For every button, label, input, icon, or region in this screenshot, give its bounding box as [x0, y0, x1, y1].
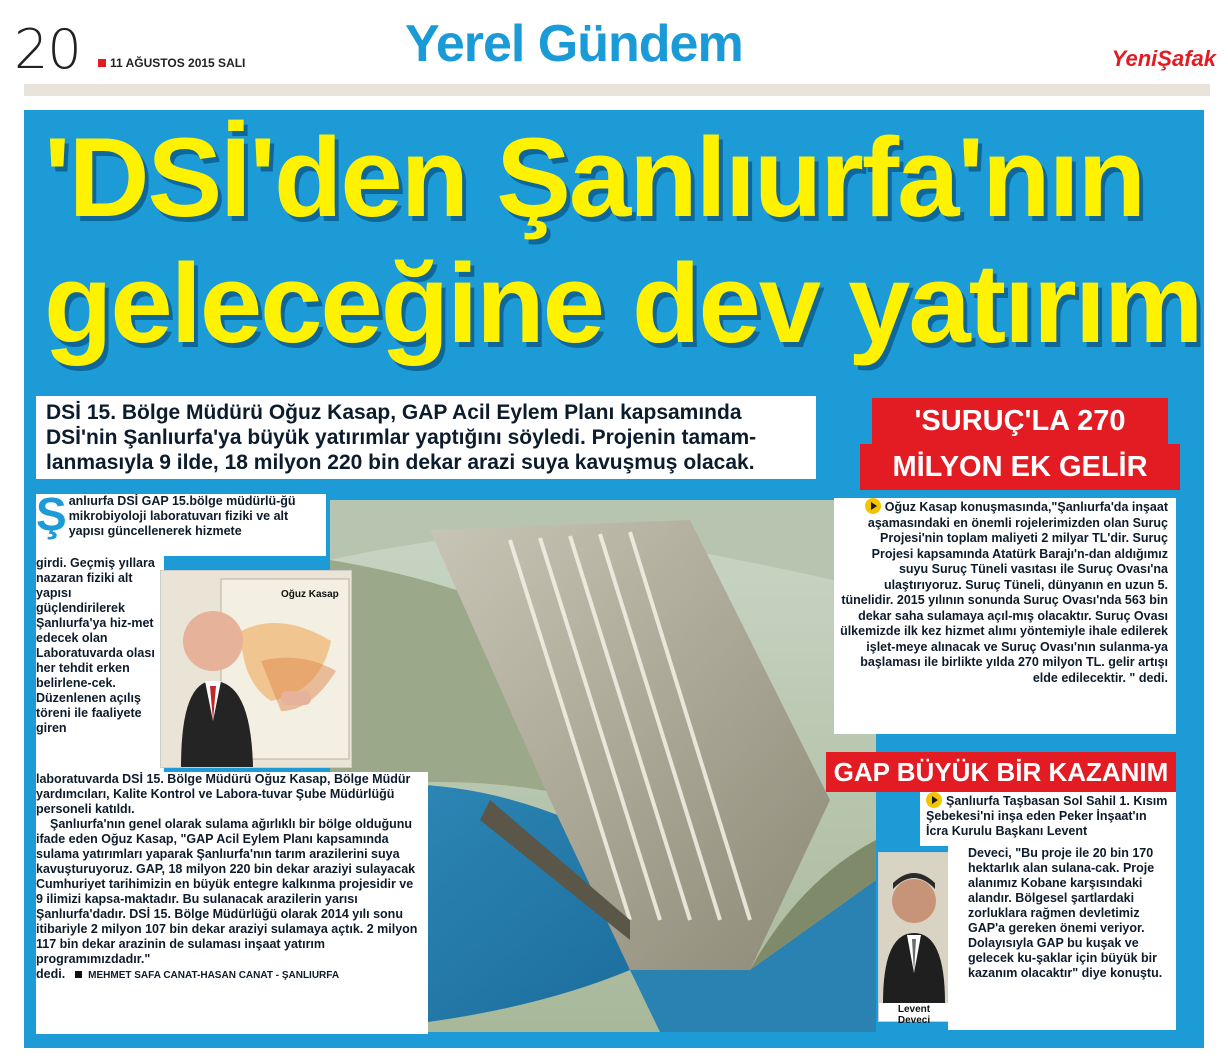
lead-line-2: DSİ'nin Şanlıurfa'ya büyük yatırımlar yaptığını söyledi. Projenin tamam-: [46, 426, 757, 449]
left-article-paragraph-2: Şanlıurfa'nın genel olarak sulama ağırlıklı bir bölge olduğunu ifade eden Oğuz Kasap, "GAP Acil Eylem Planı kapsamında sulama yatırımları yaparak Şanlıurfa'nın tarım arazilerini suya kavuşturuyoruz. GAP, 18 milyon 220 bin dekar araziyi sulayacak Cumhuriyet tarihimizin en büyük entegre kalkınma projesidir ve 9 ilimizi kapsa-maktadır. Bu sulanacak arazilerin yarısı Şanlıurfa'dadır. DSİ 15. Bölge Müdürlüğü olarak 2014 yılı sonu itibariyle 2 milyon 107 bin dekar araziyi sulamaya açtık. 2 milyon 117 bin dekar arazinin de sulaması inşaat yatırım programımızdadır.": [36, 817, 418, 966]
levent-deveci-caption: Levent Deveci: [897, 1004, 931, 1026]
play-arrow-icon-2: [926, 792, 942, 808]
right-article-2-top: [920, 792, 1176, 846]
newspaper-logo: YeniŞafak: [1111, 46, 1216, 71]
left-article-end: [36, 967, 422, 983]
gap-headline: GAP BÜYÜK BİR KAZANIM: [833, 757, 1169, 787]
levent-deveci-photo: [878, 852, 950, 1026]
levent-deveci-portrait: [879, 853, 949, 1021]
right-article-1: [834, 498, 1176, 734]
oguz-kasap-caption: Oğuz Kasap: [281, 589, 339, 600]
headline-line-1: 'DSİ'den Şanlıurfa'nın: [44, 115, 1145, 240]
suruc-headline-line-2: MİLYON EK GELİR: [892, 451, 1148, 483]
left-article-paragraph-1: laboratuvarda DSİ 15. Bölge Müdürü Oğuz Kasap, Bölge Müdür yardımcıları, Kalite Kontrol ve Labora-tuvar Şube Müdürlüğü personeli katıldı.: [36, 772, 411, 816]
byline: MEHMET SAFA CANAT-HASAN CANAT - ŞANLIURFA: [88, 970, 340, 981]
right-article-1-body: Oğuz Kasap konuşmasında,"Şanlıurfa'da inşaat aşamasındaki en önemli rojelerimizden olan Suruç Projesi'nin toplam maliyeti 2 milyar TL'dir. Suruç Projesi kapsamında Atatürk Barajı'n-dan aldığımız suyu Suruç Tüneli vasıtası ile Suruç Ovası'na ulaştırıyoruz. Suruç Tüneli, dünyanın en uzun 5. tünelidir. 2015 yılının sonunda Suruç Ovası'nda 563 bin dekar saha sulamaya açıl-mış olacaktır. Suruç Ovası ülkemizde ilk kez hizmet alımı yöntemiyle ihale edilerek işlet-meye alınacak ve Suruç Ovası'nın sulanma-ya başlaması ile birlikte yılda 270 milyon TL. gelir artışı elde edilecektir. " dedi.: [840, 500, 1168, 685]
right-article-2-body: Deveci, "Bu proje ile 20 bin 170 hektarlık alan sulana-cak. Proje alanımız Kobane karşısındaki alandır. Bölgesel şartlardaki zorluklara rağmen devletimiz GAP'a gereken önemi veriyor. Dolayısıyla GAP bu kuşak ve gelecek ku-şaklar için büyük bir kazanım olacaktır" diye konuştu.: [968, 846, 1163, 980]
suruc-headline-box: [872, 398, 1168, 444]
right-article-2-top-text: [926, 792, 1172, 839]
lead-paragraph: [36, 396, 816, 479]
dropcap-letter: Ş: [36, 488, 67, 540]
play-arrow-icon: [865, 498, 881, 514]
suruc-headline-box-2: [860, 444, 1180, 490]
issue-date: [98, 56, 245, 70]
left-article-narrow-text: girdi. Geçmiş yıllara nazaran fiziki alt yapısı güçlendirilerek Şanlıurfa'ya hiz-met edecek olan Laboratuvarda olası her tehdit erken belirlene-cek. Düzenlenen açılış töreni ile faaliyete giren: [36, 556, 155, 735]
left-article-narrow: [36, 556, 164, 772]
right-article-1-text: [840, 498, 1168, 686]
left-article-closing: dedi.: [36, 967, 66, 981]
lead-line-3: lanmasıyla 9 ilde, 18 milyon 220 bin dekar arazi suya kavuşmuş olacak.: [46, 451, 755, 474]
left-article-wide: [36, 772, 428, 1034]
section-title: Yerel Gündem: [405, 15, 743, 73]
suruc-headline-line-1: 'SURUÇ'LA 270: [914, 405, 1126, 437]
issue-date-text: 11 AĞUSTOS 2015 SALI: [110, 56, 246, 70]
byline-square-icon: [75, 971, 82, 978]
header-rule: [24, 84, 1210, 96]
lead-line-1: DSİ 15. Bölge Müdürü Oğuz Kasap, GAP Acil Eylem Planı kapsamında: [46, 401, 742, 424]
red-square-icon: [98, 59, 106, 67]
left-article-top: [36, 488, 326, 556]
oguz-kasap-portrait: [161, 571, 351, 767]
gap-headline-box: [826, 752, 1176, 792]
headline-line-2: geleceğine dev yatırım: [44, 241, 1202, 366]
right-article-2-intro: Şanlıurfa Taşbasan Sol Sahil 1. Kısım Şebekesi'ni inşa eden Peker İnşaat'ın İcra Kurulu Başkanı Levent: [926, 794, 1168, 838]
right-article-2-narrow: [948, 846, 1176, 1030]
oguz-kasap-photo: [160, 570, 352, 768]
left-article-intro: anlıurfa DSİ GAP 15.bölge müdürlü-ğü mikrobiyoloji laboratuvarı fiziki ve alt yapısı güncellenerek hizmete: [68, 494, 296, 538]
page-number: 20: [14, 18, 81, 81]
